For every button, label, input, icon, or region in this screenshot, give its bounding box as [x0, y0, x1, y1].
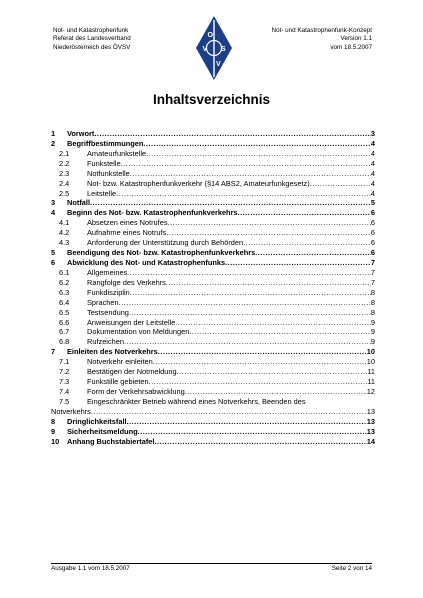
toc-entry[interactable] [51, 169, 375, 179]
toc-entry-number: 6.2 [59, 277, 70, 287]
footer-page-number: Seite 2 von 14 [331, 565, 372, 572]
toc-entry[interactable] [51, 139, 375, 149]
toc-entry-line [67, 258, 375, 268]
toc-entry-title: Sprachen [87, 297, 119, 307]
toc-entry-line [87, 189, 375, 199]
toc-leader-dots [129, 308, 371, 318]
toc-entry-number: 1 [51, 129, 56, 138]
toc-entry-line [87, 169, 375, 179]
toc-entry-number: 6.6 [59, 317, 70, 327]
toc-entry-page: 8 [370, 307, 375, 317]
toc-entry-title: Anhang Buchstabiertafel [67, 436, 155, 446]
toc-entry[interactable] [51, 278, 375, 288]
toc-entry[interactable] [51, 258, 375, 268]
toc-entry-page: 6 [370, 238, 375, 248]
toc-entry-title: Funkstille gebieten [87, 377, 149, 387]
page-title: Inhaltsverzeichnis [152, 92, 271, 107]
toc-entry-number: 4.2 [59, 228, 70, 238]
toc-leader-dots [158, 347, 367, 357]
toc-entry-number: 6 [51, 257, 56, 267]
toc-entry-number: 2 [51, 138, 56, 148]
toc-entry-title: Not- bzw. Katastrophenfunkverkehr (§14 ABS2, Amateurfunkgesetz) [87, 178, 310, 188]
toc-entry[interactable] [51, 367, 375, 377]
toc-entry-title: Anforderung der Unterstützung durch Behörden [87, 238, 244, 248]
toc-entry[interactable] [51, 129, 375, 139]
toc-entry[interactable] [51, 159, 375, 169]
toc-entry-page: 4 [370, 188, 375, 198]
toc-entry-title: Vorwort [67, 129, 95, 138]
toc-entry[interactable] [51, 357, 375, 367]
toc-entry[interactable] [51, 417, 375, 427]
toc-entry-page: 14 [366, 436, 375, 446]
toc-entry-line [87, 377, 375, 387]
toc-entry-page: 7 [370, 257, 375, 267]
toc-entry-title: Aufnahme eines Notrufs [87, 228, 167, 238]
toc-entry-number: 2.2 [59, 158, 70, 168]
toc-entry-title: Beginn des Not- bzw. Katastrophenfunkverkehrs [67, 208, 238, 218]
toc-entry[interactable] [51, 149, 375, 159]
toc-leader-dots [185, 387, 367, 397]
toc-leader-dots [94, 129, 371, 139]
toc-entry-title: Abwicklung des Not- und Katastrophenfunks [67, 257, 226, 267]
toc-entry-line [67, 129, 375, 139]
toc-leader-dots [310, 179, 371, 189]
toc-entry-line [87, 337, 375, 347]
footer-divider [51, 563, 372, 564]
toc-entry-page: 6 [370, 228, 375, 238]
toc-entry-page: 5 [370, 198, 375, 208]
toc-entry-line [87, 149, 375, 159]
toc-entry[interactable] [51, 198, 375, 208]
toc-entry-number: 4 [51, 208, 56, 218]
toc-entry-page: 10 [366, 347, 375, 357]
toc-entry-page: 6 [370, 248, 375, 258]
toc-entry-title: Beendigung des Not- bzw. Katastrophenfunkverkehrs [67, 248, 256, 258]
toc-entry-title: Eingeschränkter Betrieb während eines Notverkehrs, Beenden des [87, 396, 306, 406]
footer-edition: Ausgabe 1.1 vom 18.5.2007 [51, 565, 130, 572]
toc-leader-dots [91, 407, 367, 417]
toc-entry-number: 4.3 [59, 238, 70, 248]
toc-entry-line [87, 228, 375, 238]
toc-entry-title: Rangfolge des Verkehrs [87, 277, 166, 287]
toc-entry-line [67, 248, 375, 258]
toc-leader-dots [189, 327, 371, 337]
toc-entry-line [87, 288, 375, 298]
toc-entry-line [67, 347, 375, 357]
toc-entry-title: Form der Verkehrsabwicklung [87, 386, 185, 396]
toc-entry-title: Dringlichkeitsfall [67, 416, 127, 426]
toc-leader-dots [127, 417, 367, 427]
toc-leader-dots [153, 357, 367, 367]
toc-entry-title: Allgemeines [87, 267, 128, 277]
toc-entry-title: Absetzen eines Notrufes [87, 218, 168, 228]
toc-entry-title: Dokumentation von Meldungen [87, 327, 190, 337]
toc-entry-title: Notfunkstelle [87, 168, 130, 178]
toc-entry[interactable] [51, 347, 375, 357]
toc-leader-dots [154, 437, 366, 447]
toc-leader-dots [166, 278, 371, 288]
toc-entry-line [87, 268, 375, 278]
toc-entry-line [67, 139, 375, 149]
toc-entry-number: 2.1 [59, 148, 70, 158]
toc-entry-line [67, 208, 375, 218]
toc-entry[interactable] [51, 288, 375, 298]
toc-entry[interactable] [51, 337, 375, 347]
toc-entry-number: 4.1 [59, 218, 70, 228]
toc-entry-page: 9 [370, 327, 375, 337]
toc-entry[interactable] [51, 397, 375, 417]
toc-entry[interactable] [51, 437, 375, 447]
toc-entry-page: 4 [370, 138, 375, 148]
toc-entry-line [87, 387, 375, 397]
toc-entry-number: 6.8 [59, 337, 70, 347]
toc-entry-page: 4 [370, 168, 375, 178]
toc-entry-line [67, 417, 375, 427]
toc-entry-page: 12 [366, 386, 375, 396]
toc-entry-title: Funkstelle [87, 158, 121, 168]
toc-leader-dots [238, 208, 371, 218]
toc-entry-title: Funkdisziplin [87, 287, 130, 297]
toc-leader-dots [243, 238, 371, 248]
toc-leader-dots [130, 288, 371, 298]
toc-entry-page: 13 [366, 416, 375, 426]
toc-entry-line [87, 367, 375, 377]
toc-leader-dots [225, 258, 371, 268]
toc-entry-page: 10 [366, 357, 375, 367]
toc-entry[interactable] [51, 377, 375, 387]
toc-entry-number: 6.3 [59, 287, 70, 297]
toc-leader-dots [116, 189, 371, 199]
toc-entry-number: 7.3 [59, 377, 70, 387]
toc-entry-page: 7 [370, 277, 375, 287]
toc-entry-page: 11 [367, 377, 375, 387]
toc-entry[interactable] [51, 268, 375, 278]
toc-entry-number: 7.5 [59, 396, 70, 406]
header-doc-title: Not- und Katastrophenfunk-Konzept [271, 27, 372, 34]
toc-entry-line [87, 218, 375, 228]
toc-entry-line [87, 318, 375, 328]
toc-entry-page: 11 [367, 367, 375, 377]
toc-entry-number: 7.4 [59, 386, 70, 396]
toc-leader-dots [146, 149, 371, 159]
toc-leader-dots [143, 139, 371, 149]
toc-entry-line [87, 298, 375, 308]
toc-leader-dots [119, 298, 371, 308]
toc-entry-line [87, 159, 375, 169]
header-date: vom 18.5.2007 [330, 43, 372, 51]
toc-entry-number: 6.5 [59, 307, 70, 317]
toc-entry[interactable] [51, 318, 375, 328]
toc-entry-title-cont: Notverkehrs [51, 406, 91, 416]
toc-leader-dots [138, 427, 367, 437]
toc-entry-title: Einleiten des Notverkehrs [67, 347, 158, 357]
toc-entry-number: 9 [51, 426, 56, 436]
toc-entry-number: 2.3 [59, 168, 70, 178]
toc-entry-line [87, 179, 375, 189]
toc-entry-title: Testsendung [87, 307, 129, 317]
logo-letter-right: S [221, 46, 226, 53]
toc-entry-number: 5 [51, 248, 56, 258]
toc-entry-page: 8 [370, 287, 375, 297]
toc-entry-title: Rufzeichen [87, 337, 124, 347]
toc-leader-dots [166, 228, 371, 238]
header-org-line2: Referat des Landesverband [53, 35, 131, 43]
toc-entry-number: 6.4 [59, 297, 70, 307]
toc-entry-title: Notfall [67, 198, 90, 208]
toc-entry-continuation [51, 407, 375, 417]
toc-entry[interactable] [51, 189, 375, 199]
toc-entry[interactable] [51, 248, 375, 258]
toc-entry-line [67, 427, 375, 437]
toc-entry-number: 2.5 [59, 188, 70, 198]
toc-entry-page: 6 [370, 208, 375, 218]
toc-leader-dots [121, 159, 371, 169]
toc-entry-title: Begriffbestimmungen [67, 138, 144, 148]
toc-entry-line [67, 437, 375, 447]
toc-entry-line [87, 327, 375, 337]
toc-entry-title: Leitstelle [87, 188, 117, 198]
toc-entry[interactable] [51, 427, 375, 437]
toc-leader-dots [127, 268, 371, 278]
logo-letter-bottom: V [216, 61, 221, 68]
header-org-line3: Niederösterreich des ÖVSV [53, 43, 131, 51]
toc-entry-number: 2.4 [59, 178, 70, 188]
header-right [272, 27, 372, 52]
toc-leader-dots [90, 198, 371, 208]
toc-entry-line [87, 308, 375, 318]
table-of-contents [51, 129, 375, 446]
toc-leader-dots [149, 377, 368, 387]
toc-entry[interactable] [51, 308, 375, 318]
header-version: Version 1.1 [340, 35, 372, 43]
toc-entry-number: 6.1 [59, 267, 70, 277]
toc-entry-title: Anweisungen der Leitstelle [87, 317, 176, 327]
toc-entry-number: 8 [51, 416, 56, 426]
toc-leader-dots [130, 169, 371, 179]
toc-entry-line [67, 198, 375, 208]
toc-leader-dots [255, 248, 371, 258]
toc-entry-title: Amateurfunkstelle [87, 148, 147, 158]
toc-entry-page: 4 [370, 178, 375, 188]
toc-entry[interactable] [51, 298, 375, 308]
toc-entry-page: 6 [370, 218, 375, 228]
toc-entry-page: 3 [370, 129, 375, 138]
toc-entry-title: Sicherheitsmeldung [67, 426, 138, 436]
toc-entry[interactable] [51, 327, 375, 337]
toc-entry-number: 7 [51, 347, 56, 357]
toc-entry-line [87, 278, 375, 288]
toc-entry[interactable] [51, 208, 375, 218]
toc-entry-page: 13 [366, 426, 375, 436]
toc-entry-page: 9 [370, 337, 375, 347]
toc-leader-dots [124, 337, 371, 347]
toc-entry-number: 3 [51, 198, 56, 208]
toc-entry-line [87, 357, 375, 367]
toc-entry-page: 4 [370, 158, 375, 168]
toc-entry-page: 8 [370, 297, 375, 307]
toc-entry[interactable] [51, 238, 375, 248]
toc-entry[interactable] [51, 218, 375, 228]
toc-leader-dots [168, 218, 371, 228]
logo-letter-left: V [202, 46, 208, 53]
header-org-line1: Not- und Katastrophenfunk [53, 27, 129, 34]
toc-entry-title: Bestätigen der Notmeldung [87, 367, 177, 377]
toc-entry-page: 13 [366, 406, 375, 416]
toc-entry-page: 7 [370, 267, 375, 277]
toc-entry-number: 10 [51, 436, 60, 446]
toc-entry[interactable] [51, 387, 375, 397]
toc-entry[interactable] [51, 179, 375, 189]
toc-entry-page: 9 [370, 317, 375, 327]
toc-entry-page: 4 [370, 148, 375, 158]
toc-entry-title: Notverkehr einleiten [87, 357, 153, 367]
oevsv-logo [195, 15, 233, 81]
toc-entry[interactable] [51, 228, 375, 238]
header-left [53, 27, 131, 52]
toc-entry-number: 7.2 [59, 367, 70, 377]
toc-entry-number: 7.1 [59, 357, 70, 367]
toc-leader-dots [177, 367, 368, 377]
logo-letter-top: O [207, 32, 213, 39]
toc-entry-number: 6.7 [59, 327, 70, 337]
toc-leader-dots [175, 318, 371, 328]
toc-entry-line [87, 238, 375, 248]
